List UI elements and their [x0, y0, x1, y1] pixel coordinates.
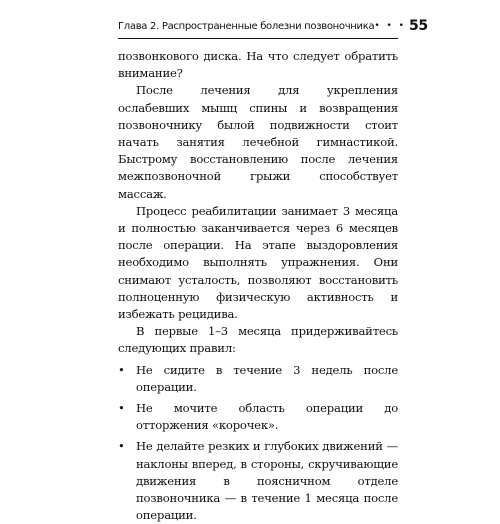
- paragraph-list-intro: В первые 1–3 месяца придерживайтесь следующих правил:: [118, 324, 398, 356]
- page-number: 55: [408, 18, 428, 34]
- chapter-title: Глава 2. Распространенные болезни позвоночника: [118, 20, 375, 32]
- bullet-icon: •: [118, 401, 125, 416]
- body-text: [118, 48, 398, 524]
- list-item: [118, 400, 398, 434]
- list-item: [118, 362, 398, 396]
- running-head-right: [374, 18, 428, 34]
- bullet-icon: •: [118, 439, 125, 454]
- paragraph: После лечения для укрепления ослабевших мышц спины и возвращения позвоночнику былой подвижности стоит начать занятия лечебной гимнастикой. Быстрому восстановлению после лечения межпозвоночной грыжи способствует массаж.: [118, 83, 398, 201]
- book-page: [118, 18, 428, 524]
- list-item-text: Не мочите область операции до отторжения «корочек».: [136, 401, 398, 433]
- bullet-icon: •: [118, 362, 125, 377]
- list-item-text: Не сидите в течение 3 недель после операции.: [136, 362, 398, 394]
- paragraph: Процесс реабилитации занимает 3 месяца и полностью заканчивается через 6 месяцев после операции. На этапе выздоровления необходимо выполнять упражнения. Они снимают усталость, позволяют восстановить полноценную физическую активность и избежать рецидива.: [118, 203, 398, 322]
- decorative-dots: • • •: [374, 21, 406, 31]
- paragraph-continued: позвонкового диска. На что следует обратить внимание?: [118, 49, 398, 81]
- running-head: [118, 18, 428, 39]
- list-item-text: Не делайте резких и глубоких движений — наклоны вперед, в стороны, скручивающие движения в поясничном отделе позвоночника — в течение 1 месяца после операции.: [136, 439, 398, 523]
- list-item: [118, 438, 398, 524]
